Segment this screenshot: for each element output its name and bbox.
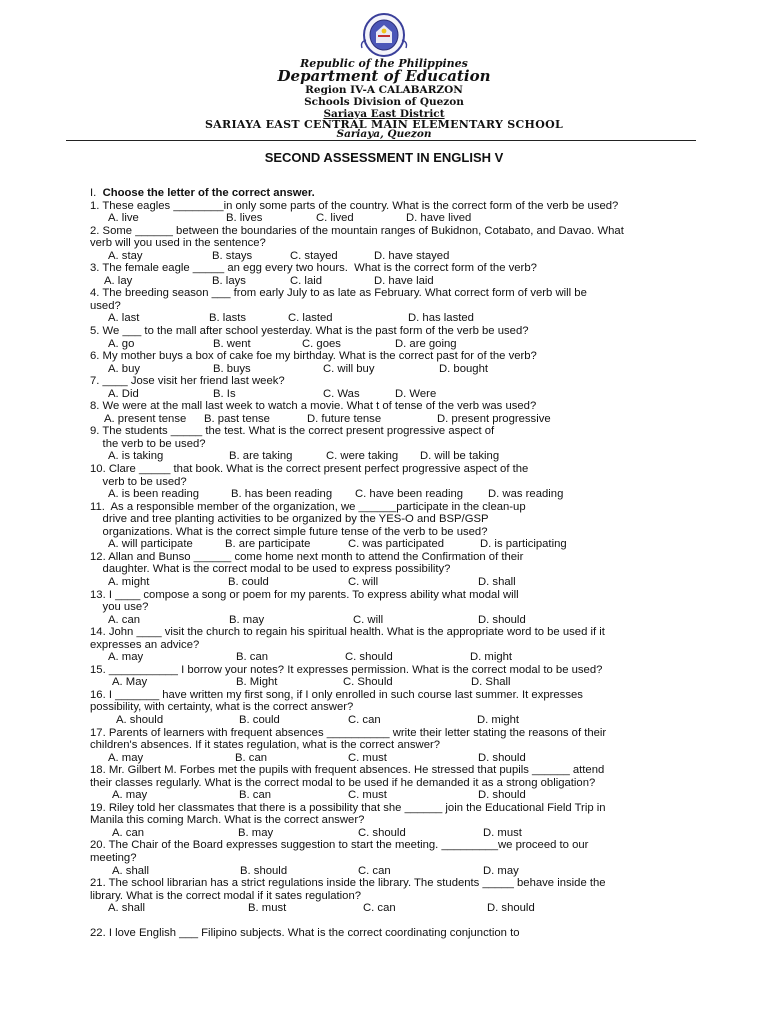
- question-item: [90, 287, 690, 325]
- answer-option[interactable]: D. are going: [395, 337, 457, 350]
- answer-option[interactable]: A. may: [108, 651, 144, 664]
- question-text: 13. I ____ compose a song or poem for my parents. To express ability what modal will: [90, 588, 519, 601]
- question-text: meeting?: [90, 851, 137, 864]
- answer-option[interactable]: D. have stayed: [374, 249, 450, 262]
- question-text: 14. John ____ visit the church to regain his spiritual health. What is the appropriate word to be used if it: [90, 626, 605, 639]
- answer-options: [90, 538, 690, 551]
- answer-option[interactable]: B. lays: [212, 274, 246, 287]
- answer-option[interactable]: D. should: [478, 789, 526, 802]
- question-text: their classes regularly. What is the correct modal to be used if he demanded it as a strong obligation?: [90, 776, 596, 789]
- question-text: expresses an advice?: [90, 638, 200, 651]
- question-text: possibility, with certainty, what is the correct answer?: [90, 701, 354, 714]
- answer-option[interactable]: A. may: [112, 789, 148, 802]
- answer-option[interactable]: D. must: [483, 826, 522, 839]
- answer-option[interactable]: D. was reading: [488, 488, 564, 501]
- answer-option[interactable]: B. could: [239, 713, 280, 726]
- question-item: [90, 200, 690, 225]
- answer-option[interactable]: D. might: [477, 713, 520, 726]
- answer-option[interactable]: B. may: [238, 826, 274, 839]
- question-item: [90, 463, 690, 501]
- question-item: [90, 877, 690, 915]
- header-division: Schools Division of Quezon: [304, 96, 464, 108]
- question-text: 15. ___________ I borrow your notes? It expresses permission. What is the correct modal to be used?: [90, 663, 603, 676]
- answer-option[interactable]: B. must: [248, 902, 287, 915]
- answer-option[interactable]: C. can: [363, 902, 396, 915]
- answer-options: [90, 212, 690, 225]
- deped-seal-logo: [356, 12, 412, 58]
- answer-options: [90, 651, 690, 664]
- answer-option[interactable]: B. lasts: [209, 312, 247, 325]
- answer-option[interactable]: B. went: [213, 337, 251, 350]
- answer-options: [90, 312, 690, 325]
- answer-option[interactable]: A. is been reading: [108, 488, 200, 501]
- answer-option[interactable]: D. has lasted: [408, 312, 474, 325]
- question-item: [90, 664, 690, 689]
- spacer: [90, 915, 690, 928]
- answer-option[interactable]: D. will be taking: [420, 450, 500, 463]
- answer-option[interactable]: A. live: [108, 212, 139, 225]
- answer-option[interactable]: C. lasted: [288, 312, 333, 325]
- answer-option[interactable]: C. have been reading: [355, 488, 464, 501]
- answer-option[interactable]: D. might: [470, 651, 513, 664]
- question-item: [90, 425, 690, 463]
- question-item: [90, 551, 690, 589]
- answer-option[interactable]: A. present tense: [104, 412, 187, 425]
- answer-option[interactable]: B. can: [239, 789, 272, 802]
- header-divider: [66, 140, 696, 141]
- question-text: 4. The breeding season ___ from early July to as late as February. What correct form of verb will be: [90, 287, 587, 300]
- answer-option[interactable]: A. is taking: [108, 450, 164, 463]
- answer-option[interactable]: B. may: [229, 613, 265, 626]
- header-republic: Republic of the Philippines: [300, 57, 468, 70]
- answer-options: [90, 250, 690, 263]
- answer-option[interactable]: A. Did: [108, 387, 139, 400]
- answer-option[interactable]: B. buys: [213, 362, 251, 375]
- answer-option[interactable]: A. May: [112, 676, 148, 689]
- answer-option[interactable]: C. should: [345, 651, 393, 664]
- question-text: verb will you used in the sentence?: [90, 237, 266, 250]
- answer-options: [90, 614, 690, 627]
- question-item: [90, 400, 690, 425]
- answer-option[interactable]: B. are participate: [225, 538, 311, 551]
- answer-option[interactable]: C. must: [348, 789, 387, 802]
- question-text: library. What is the correct modal if it sates regulation?: [90, 889, 362, 902]
- answer-option[interactable]: D. should: [478, 613, 526, 626]
- answer-option[interactable]: A. will participate: [108, 538, 193, 551]
- answer-option[interactable]: C. Should: [343, 676, 393, 689]
- answer-options: [90, 714, 690, 727]
- question-text: 11. As a responsible member of the organization, we ______participate in the clean-up: [90, 500, 526, 513]
- answer-option[interactable]: A. lay: [104, 274, 133, 287]
- header-department: Department of Education: [277, 67, 491, 85]
- question-text: 3. The female eagle _____ an egg every two hours. What is the correct form of the verb?: [90, 262, 537, 275]
- header-location: Sariaya, Quezon: [336, 128, 432, 140]
- question-item: [90, 375, 690, 400]
- answer-option[interactable]: A. shall: [112, 864, 150, 877]
- answer-option[interactable]: C. lived: [316, 212, 354, 225]
- answer-option[interactable]: D. shall: [478, 575, 516, 588]
- answer-option[interactable]: D. have laid: [374, 274, 434, 287]
- answer-option[interactable]: A. can: [108, 613, 141, 626]
- answer-option[interactable]: A. can: [112, 826, 145, 839]
- answer-option[interactable]: A. buy: [108, 362, 141, 375]
- question-text: 6. My mother buys a box of cake foe my birthday. What is the correct past for of the verb?: [90, 350, 537, 363]
- answer-option[interactable]: C. were taking: [326, 450, 399, 463]
- answer-options: [90, 363, 690, 376]
- answer-option[interactable]: B. can: [235, 751, 268, 764]
- answer-option[interactable]: A. last: [108, 312, 140, 325]
- header-region: Region IV-A CALABARZON: [305, 84, 463, 96]
- question-text: children's absences. If it states regulation, what is the correct answer?: [90, 739, 441, 752]
- answer-option[interactable]: C. Was: [323, 387, 360, 400]
- answer-options: [90, 865, 690, 878]
- answer-options: [90, 413, 690, 426]
- question-text: 12. Allan and Bunso ______ come home next month to attend the Confirmation of their: [90, 550, 524, 563]
- question-item: [90, 589, 690, 627]
- question-text: 19. Riley told her classmates that there is a possibility that she ______ join the Educational Field Trip in: [90, 801, 606, 814]
- answer-option[interactable]: B. can: [236, 651, 269, 664]
- answer-options: [90, 676, 690, 689]
- question-text: daughter. What is the correct modal to be used to express possibility?: [90, 563, 451, 576]
- answer-option[interactable]: D. should: [487, 902, 535, 915]
- answer-options: [90, 275, 690, 288]
- answer-options: [90, 789, 690, 802]
- answer-option[interactable]: C. can: [348, 713, 381, 726]
- answer-option[interactable]: B. lives: [226, 212, 263, 225]
- answer-option[interactable]: D. Were: [395, 387, 437, 400]
- question-text: the verb to be used?: [90, 437, 206, 450]
- answer-option[interactable]: B. Is: [213, 387, 236, 400]
- answer-option[interactable]: B. should: [240, 864, 288, 877]
- question-text: verb to be used?: [90, 475, 187, 488]
- page-title: SECOND ASSESSMENT IN ENGLISH V: [264, 150, 504, 165]
- question-item: [90, 802, 690, 840]
- question-text: used?: [90, 299, 121, 312]
- question-text: drive and tree planting activities to be organized by the YES-O and BSP/GSP: [90, 513, 489, 526]
- answer-option[interactable]: D. is participating: [480, 538, 567, 551]
- section-instruction: Choose the letter of the correct answer.: [102, 187, 315, 199]
- answer-option[interactable]: C. can: [358, 864, 391, 877]
- answer-option[interactable]: D. may: [483, 864, 519, 877]
- answer-options: [90, 902, 690, 915]
- question-item: [90, 626, 690, 664]
- answer-option[interactable]: A. should: [116, 713, 164, 726]
- question-text: 18. Mr. Gilbert M. Forbes met the pupils with frequent absences. He stressed that pupils ______ attend: [90, 764, 605, 777]
- answer-option[interactable]: C. must: [348, 751, 387, 764]
- question-text: 5. We ___ to the mall after school yesterday. What is the past form of the verb be used?: [90, 325, 529, 338]
- question-text: 20. The Chair of the Board expresses suggestion to start the meeting. _________we proceed to our: [90, 839, 589, 852]
- question-item: [90, 262, 690, 287]
- question-item: [90, 839, 690, 877]
- answer-option[interactable]: D. should: [478, 751, 526, 764]
- answer-options: [90, 338, 690, 351]
- answer-option[interactable]: D. bought: [439, 362, 488, 375]
- answer-option[interactable]: C. will buy: [323, 362, 375, 375]
- answer-option[interactable]: C. laid: [290, 274, 323, 287]
- question-text: Manila this coming March. What is the correct answer?: [90, 814, 365, 827]
- answer-option[interactable]: A. shall: [108, 902, 146, 915]
- answer-option[interactable]: A. might: [108, 575, 150, 588]
- answer-options: [90, 827, 690, 840]
- question-text: 10. Clare _____ that book. What is the correct present perfect progressive aspect of the: [90, 463, 529, 476]
- answer-option[interactable]: A. go: [108, 337, 135, 350]
- answer-option[interactable]: B. has been reading: [231, 488, 333, 501]
- answer-option[interactable]: B. Might: [236, 676, 278, 689]
- section-heading: [90, 187, 690, 200]
- question-item: [90, 764, 690, 802]
- answer-option[interactable]: A. stay: [108, 249, 143, 262]
- answer-option[interactable]: B. stays: [212, 249, 253, 262]
- question-text: 8. We were at the mall last week to watch a movie. What t of tense of the verb was used?: [90, 400, 537, 413]
- answer-option[interactable]: C. will: [348, 575, 379, 588]
- answer-option[interactable]: D. future tense: [307, 412, 382, 425]
- question-text: 9. The students _____ the test. What is the correct present progressive aspect of: [90, 425, 495, 438]
- question-text: 7. ____ Jose visit her friend last week?: [90, 375, 285, 388]
- question-text: 21. The school librarian has a strict regulations inside the library. The students _____ behave inside the: [90, 877, 606, 890]
- question-text: 22. I love English ___ Filipino subjects. What is the correct coordinating conjunction to: [90, 927, 520, 940]
- header-district: Sariaya East District: [323, 108, 445, 120]
- question-text: you use?: [90, 601, 149, 614]
- answer-option[interactable]: C. will: [353, 613, 384, 626]
- answer-options: [90, 752, 690, 765]
- question-item: [90, 325, 690, 350]
- answer-option[interactable]: B. could: [228, 575, 269, 588]
- answer-options: [90, 388, 690, 401]
- answer-option[interactable]: D. Shall: [471, 676, 511, 689]
- answer-option[interactable]: C. stayed: [290, 249, 338, 262]
- answer-option[interactable]: D. have lived: [406, 212, 472, 225]
- question-list: [90, 187, 690, 940]
- answer-option[interactable]: B. past tense: [204, 412, 270, 425]
- answer-option[interactable]: C. goes: [302, 337, 341, 350]
- answer-options: [90, 450, 690, 463]
- answer-option[interactable]: C. should: [358, 826, 406, 839]
- answer-option[interactable]: C. was participated: [348, 538, 445, 551]
- answer-options: [90, 576, 690, 589]
- question-text: organizations. What is the correct simple future tense of the verb to be used?: [90, 525, 488, 538]
- question-text: 2. Some ______ between the boundaries of the mountain ranges of Bukidnon, Cotabato, and Davao. What: [90, 224, 624, 237]
- answer-option[interactable]: B. are taking: [229, 450, 293, 463]
- question-item: [90, 501, 690, 551]
- question-text: 17. Parents of learners with frequent absences __________ write their letter stating the reasons of their: [90, 726, 607, 739]
- section-number: I.: [90, 187, 97, 199]
- question-text: 1. These eagles ________in only some parts of the country. What is the correct form of the verb be used?: [90, 199, 619, 212]
- answer-options: [90, 488, 690, 501]
- question-item: [90, 727, 690, 765]
- question-text: 16. I _______ have written my first song, if I only enrolled in such course last summer. It expresses: [90, 688, 583, 701]
- question-item: [90, 350, 690, 375]
- question-item: [90, 689, 690, 727]
- header-school: SARIAYA EAST CENTRAL MAIN ELEMENTARY SCHOOL: [204, 118, 564, 131]
- answer-option[interactable]: D. present progressive: [437, 412, 551, 425]
- answer-option[interactable]: A. may: [108, 751, 144, 764]
- question-item: [90, 225, 690, 263]
